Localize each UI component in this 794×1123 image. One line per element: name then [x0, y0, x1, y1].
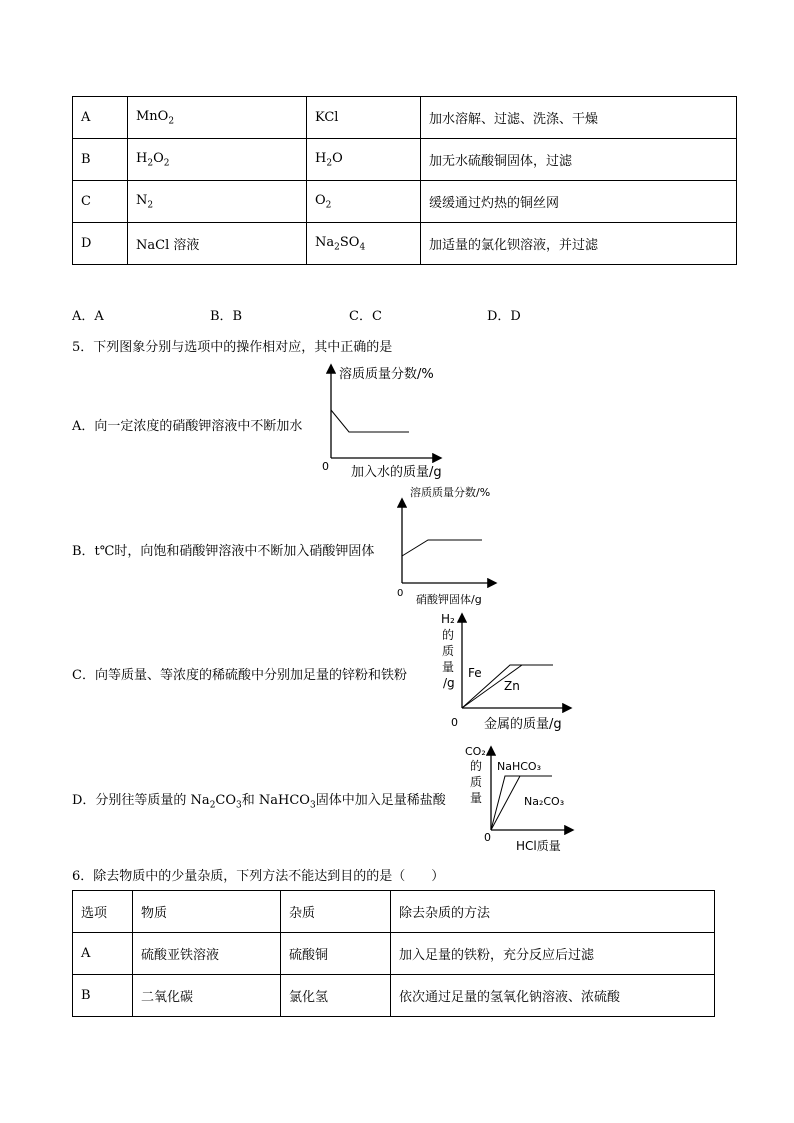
y-axis-label-line: H₂: [441, 612, 455, 626]
method-cell: 加适量的氯化钡溶液，并过滤: [421, 223, 737, 265]
separation-table-q6: [72, 890, 715, 1017]
impurity-text: Na: [315, 234, 335, 250]
subscript: 2: [163, 158, 170, 169]
substance-text: MnO: [136, 108, 169, 124]
text-part: 固体中加入足量稀盐酸: [315, 793, 446, 808]
zn-label: Zn: [504, 679, 520, 693]
header-cell: 除去杂质的方法: [391, 891, 715, 933]
impurity-cell: 氯化氢: [281, 975, 391, 1017]
subscript: 3: [309, 800, 316, 811]
table-row: [73, 933, 715, 975]
y-axis-label-line: 的: [470, 759, 483, 773]
substance-text: O: [153, 150, 164, 166]
method-cell: 加入足量的铁粉，充分反应后过滤: [391, 933, 715, 975]
q5-stem: 5．下列图象分别与选项中的操作相对应，其中正确的是: [72, 340, 393, 355]
impurity-text: SO: [339, 234, 360, 250]
subscript: 2: [334, 242, 340, 253]
substance-cell: [128, 181, 307, 223]
substance-cell: [128, 139, 307, 181]
table-header-row: [73, 891, 715, 933]
x-axis-label: HCl质量: [516, 839, 561, 853]
impurity-cell: [307, 181, 421, 223]
option-cell: A: [73, 933, 133, 975]
table-row: [73, 975, 715, 1017]
fe-line: [462, 665, 553, 708]
impurity-text: KCl: [315, 110, 339, 125]
table-row: [73, 181, 737, 223]
q4-option-c: C．C: [349, 309, 382, 324]
na2co3-label: Na₂CO₃: [524, 795, 565, 808]
origin-label: 0: [322, 460, 329, 473]
subscript: 2: [168, 116, 175, 127]
header-cell: 物质: [133, 891, 281, 933]
nahco3-line: [491, 776, 552, 830]
curve-b: [402, 540, 482, 556]
x-axis-label: 加入水的质量/g: [351, 465, 442, 480]
q4-option-b: B．B: [210, 309, 243, 324]
curve-a: [331, 410, 409, 432]
table-row: [73, 223, 737, 265]
table-row: [73, 97, 737, 139]
impurity-text: O: [315, 192, 326, 208]
subscript: 2: [147, 200, 154, 211]
x-axis-label: 硝酸钾固体/g: [416, 593, 482, 606]
y-axis-label: 溶质质量分数/%: [339, 367, 434, 382]
y-axis-label-line: 量: [470, 791, 483, 805]
subscript: 2: [147, 158, 154, 169]
x-axis-label: 金属的质量/g: [484, 717, 562, 732]
substance-text: N: [136, 192, 148, 208]
method-cell: 加水溶解、过滤、洗涤、干燥: [421, 97, 737, 139]
subscript: 2: [326, 158, 333, 169]
origin-label: 0: [451, 716, 458, 729]
substance-cell: [128, 223, 307, 265]
substance-cell: [128, 97, 307, 139]
header-cell: 选项: [73, 891, 133, 933]
y-axis-label: 溶质质量分数/%: [410, 486, 491, 499]
q5-option-c-text: C．向等质量、等浓度的稀硫酸中分别加足量的锌粉和铁粉: [72, 668, 407, 683]
impurity-text: H: [315, 150, 327, 166]
y-axis-label-line: /g: [443, 676, 455, 690]
subscript: 2: [209, 800, 216, 811]
substance-cell: 二氧化碳: [133, 975, 281, 1017]
subscript: 4: [359, 242, 366, 253]
y-axis-label-line: 的: [442, 628, 455, 642]
header-cell: 杂质: [281, 891, 391, 933]
method-cell: 依次通过足量的氢氧化钠溶液、浓硫酸: [391, 975, 715, 1017]
q5-option-b-text: B．t℃时，向饱和硝酸钾溶液中不断加入硝酸钾固体: [72, 544, 375, 559]
impurity-cell: [307, 223, 421, 265]
text-part: 和 NaHCO: [241, 793, 310, 808]
substance-text: NaCl 溶液: [136, 238, 200, 253]
option-cell: B: [73, 975, 133, 1017]
impurity-cell: [307, 139, 421, 181]
y-axis-label-line: 量: [442, 660, 455, 674]
impurity-cell: 硫酸铜: [281, 933, 391, 975]
subscript: 3: [236, 800, 242, 811]
substance-cell: 硫酸亚铁溶液: [133, 933, 281, 975]
q5-option-a-text: A．向一定浓度的硝酸钾溶液中不断加水: [72, 419, 303, 434]
q4-option-a: A．A: [72, 309, 104, 324]
nahco3-label: NaHCO₃: [497, 760, 541, 773]
zn-line: [462, 665, 522, 708]
option-cell: D: [73, 223, 128, 265]
origin-label: 0: [397, 588, 404, 599]
subscript: 2: [325, 200, 332, 211]
text-part: CO: [215, 793, 237, 808]
origin-label: 0: [484, 831, 491, 844]
y-axis-label-line: CO₂: [465, 745, 486, 758]
separation-table-q4: [72, 96, 737, 265]
q5-option-d-text: [72, 789, 446, 811]
q6-stem: 6．除去物质中的少量杂质，下列方法不能达到目的的是（ ）: [72, 869, 445, 884]
method-cell: 加无水硫酸铜固体，过滤: [421, 139, 737, 181]
option-cell: C: [73, 181, 128, 223]
option-cell: A: [73, 97, 128, 139]
method-cell: 缓缓通过灼热的铜丝网: [421, 181, 737, 223]
na2co3-line: [491, 776, 520, 830]
y-axis-label-line: 质: [470, 775, 483, 789]
impurity-text: O: [332, 150, 343, 166]
option-cell: B: [73, 139, 128, 181]
text-part: D．分别往等质量的 Na: [72, 793, 210, 808]
substance-text: H: [136, 150, 148, 166]
fe-label: Fe: [468, 666, 482, 680]
impurity-cell: [307, 97, 421, 139]
y-axis-label-line: 质: [442, 644, 455, 658]
table-row: [73, 139, 737, 181]
q4-option-d: D．D: [487, 309, 521, 324]
